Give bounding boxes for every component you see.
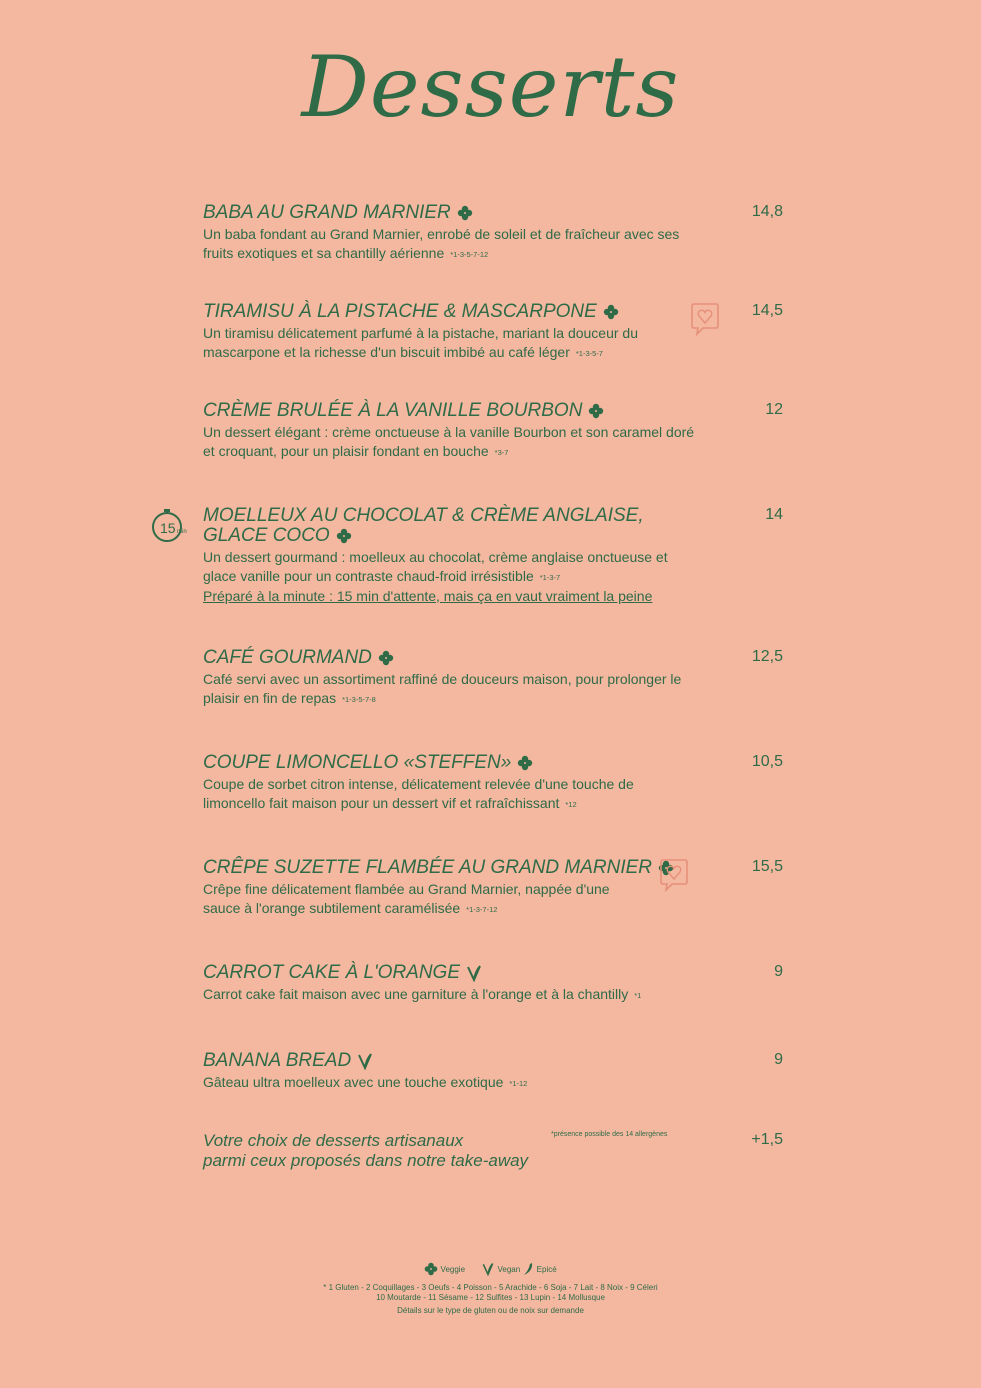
menu-item — [203, 858, 783, 919]
clover-icon — [336, 528, 352, 544]
takeaway-line1: Votre choix de desserts artisanaux — [203, 1131, 464, 1150]
diet-legend — [0, 1262, 981, 1276]
item-allergens: *1-3-7-12 — [466, 904, 498, 914]
takeaway-option — [203, 1131, 783, 1171]
item-description: Café servi avec un assortiment raffiné de douceurs maison, pour prolonger le plaisir en fin de repas — [203, 671, 682, 706]
item-name-line1: MOELLEUX AU CHOCOLAT & CRÈME ANGLAISE, — [203, 505, 644, 526]
clover-icon — [378, 650, 394, 666]
menu-item — [203, 648, 783, 709]
item-allergens: *1-3-5-7-12 — [450, 249, 489, 259]
item-price: 15,5 — [751, 858, 783, 875]
heart-bubble-icon — [660, 858, 688, 892]
item-description: Un dessert élégant : crème onctueuse à la vanille Bourbon et son caramel doré et croquant, pour un plaisir fondant en bouche — [203, 424, 695, 459]
item-name: BANANA BREAD — [203, 1050, 352, 1071]
item-price: 9 — [774, 1051, 783, 1068]
item-description: Gâteau ultra moelleux avec une touche exotique — [203, 1074, 504, 1090]
item-allergens: *3-7 — [494, 447, 509, 457]
item-name: COUPE LIMONCELLO «STEFFEN» — [203, 752, 512, 773]
item-allergens: *1 — [634, 990, 642, 1000]
item-price: 10,5 — [751, 753, 783, 770]
menu-item — [203, 506, 783, 606]
item-name: CRÈME BRULÉE À LA VANILLE BOURBON — [203, 400, 583, 421]
timer-label: 15 — [160, 520, 176, 536]
item-name: TIRAMISU À LA PISTACHE & MASCARPONE — [203, 301, 597, 322]
allergens-line1: * 1 Gluten - 2 Coquillages - 3 Oeufs - 4 Poisson - 5 Arachide - 6 Soja - 7 Lait - 8 Noix - 9 Céleri — [323, 1283, 658, 1292]
item-name: CARROT CAKE À L'ORANGE — [203, 962, 461, 983]
takeaway-note: *présence possible des 14 allergènes — [551, 1131, 668, 1138]
item-description: Un tiramisu délicatement parfumé à la pistache, mariant la douceur du mascarpone et la richesse d'un biscuit imbibé au café léger — [203, 325, 638, 360]
menu-item — [203, 963, 783, 1005]
item-description: Un baba fondant au Grand Marnier, enrobé de soleil et de fraîcheur avec ses fruits exotiques et sa chantilly aérienne — [203, 226, 680, 261]
item-price: 12,5 — [751, 648, 783, 665]
menu-item — [203, 401, 783, 462]
heart-bubble-icon — [691, 302, 719, 336]
item-allergens: *1-12 — [509, 1078, 528, 1088]
clover-icon — [517, 755, 533, 771]
legend-veggie: Veggie — [440, 1264, 466, 1274]
item-price: 14,8 — [751, 203, 783, 220]
vegan-icon — [466, 964, 482, 982]
item-price: 12 — [765, 401, 783, 418]
takeaway-price: +1,5 — [751, 1131, 783, 1148]
allergens-line2: 10 Moutarde - 11 Sésame - 12 Sulfites - 13 Lupin - 14 Mollusque — [376, 1293, 605, 1302]
menu-item — [203, 203, 783, 264]
item-price: 9 — [774, 963, 783, 980]
item-description: Un dessert gourmand : moelleux au chocolat, crème anglaise onctueuse et glace vanille pour un contraste chaud-froid irrésistible — [203, 549, 668, 584]
takeaway-line2: parmi ceux proposés dans notre take-away — [203, 1151, 529, 1170]
item-name: BABA AU GRAND MARNIER — [203, 202, 451, 223]
item-allergens: *1-3-5-7 — [575, 348, 603, 358]
item-description: Coupe de sorbet citron intense, délicatement relevée d'une touche de limoncello fait maison pour un dessert vif et rafraîchissant — [203, 776, 634, 811]
vegan-icon — [481, 1262, 495, 1276]
clover-icon — [424, 1262, 438, 1276]
page-title: Desserts — [301, 38, 680, 136]
menu-item — [203, 1051, 783, 1093]
item-description: Carrot cake fait maison avec une garniture à l'orange et à la chantilly — [203, 986, 629, 1002]
item-price: 14 — [765, 506, 783, 523]
vegan-icon — [357, 1052, 373, 1070]
item-allergens: *12 — [565, 799, 577, 809]
item-description: Crêpe fine délicatement flambée au Grand Marnier, nappée d'une sauce à l'orange subtilement caramélisée — [203, 881, 610, 916]
legend-vegan: Vegan — [497, 1264, 521, 1274]
menu-item — [203, 753, 783, 814]
allergens-details: Détails sur le type de gluten ou de noix sur demande — [397, 1306, 584, 1315]
chili-icon — [522, 1262, 534, 1276]
item-note: Préparé à la minute : 15 min d'attente, mais ça en vaut vraiment la peine — [203, 587, 653, 604]
item-name: CAFÉ GOURMAND — [203, 647, 372, 668]
timer-icon — [151, 508, 191, 544]
item-price: 14,5 — [751, 302, 783, 319]
item-name: CRÊPE SUZETTE FLAMBÉE AU GRAND MARNIER — [203, 857, 653, 878]
legend-spicy: Epicé — [536, 1264, 557, 1274]
timer-unit: min — [177, 529, 187, 535]
clover-icon — [588, 403, 604, 419]
clover-icon — [457, 205, 473, 221]
clover-icon — [603, 304, 619, 320]
item-name-line2: GLACE COCO — [203, 525, 330, 546]
item-allergens: *1-3-5-7-8 — [342, 694, 376, 704]
item-allergens: *1-3-7 — [539, 572, 561, 582]
